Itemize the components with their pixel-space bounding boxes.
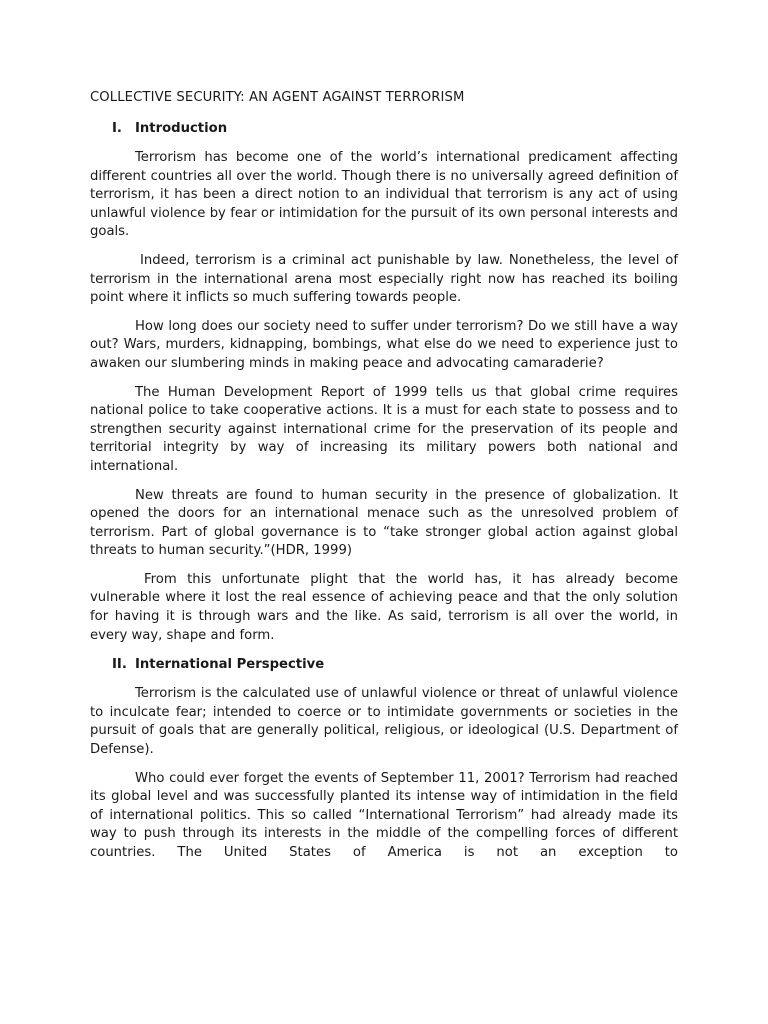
section-heading-introduction [112, 119, 678, 138]
document-page [90, 88, 678, 863]
section-number: II. [112, 657, 127, 673]
paragraph: Terrorism is the calculated use of unlawful violence or threat of unlawful violence to inculcate fear; intended to coerce or to intimidate governments or societies in the pursuit of goals that are generally political, religious, or ideological (U.S. Department of Defense). [90, 686, 678, 758]
paragraph: New threats are found to human security in the presence of globalization. It opened the doors for an international menace such as the unresolved problem of terrorism. Part of global governance is to “take stronger global action against global threats to human security.”(HDR, 1999) [90, 487, 678, 559]
section-number: I. [112, 121, 122, 136]
document-title: COLLECTIVE SECURITY: AN AGENT AGAINST TERRORISM [90, 90, 465, 105]
paragraph: The Human Development Report of 1999 tells us that global crime requires national police to take cooperative actions. It is a must for each state to possess and to strengthen security against international crime for the preservation of its people and territorial integrity by way of increasing its military powers both national and international. [90, 384, 678, 474]
paragraph: Who could ever forget the events of September 11, 2001? Terrorism had reached its global level and was successfully planted its intense way of intimidation in the field of international politics. This so called “International Terrorism” had already made its way to push through its interests in the middle of the compelling forces of different countries. The United States of America is not an exception to [90, 770, 678, 860]
section-title: International Perspective [135, 657, 325, 673]
paragraph: Terrorism has become one of the world’s international predicament affecting different countries all over the world. Though there is no universally agreed definition of terrorism, it has been a direct notion to an individual that terrorism is any act of using unlawful violence by fear or intimidation for the pursuit of its own personal interests and goals. [90, 150, 678, 240]
section-heading-international-perspective [112, 655, 678, 674]
paragraph: Indeed, terrorism is a criminal act punishable by law. Nonetheless, the level of terrorism in the international arena most especially right now has reached its boiling point where it inflicts so much suffering towards people. [90, 252, 678, 306]
paragraph: How long does our society need to suffer under terrorism? Do we still have a way out? Wars, murders, kidnapping, bombings, what else do we need to experience just to awaken our slumbering minds in making peace and advocating camaraderie? [90, 318, 678, 371]
section-title: Introduction [135, 121, 228, 136]
paragraph: From this unfortunate plight that the world has, it has already become vulnerable where it lost the real essence of achieving peace and that the only solution for having it is through wars and the like. As said, terrorism is all over the world, in every way, shape and form. [90, 571, 678, 643]
